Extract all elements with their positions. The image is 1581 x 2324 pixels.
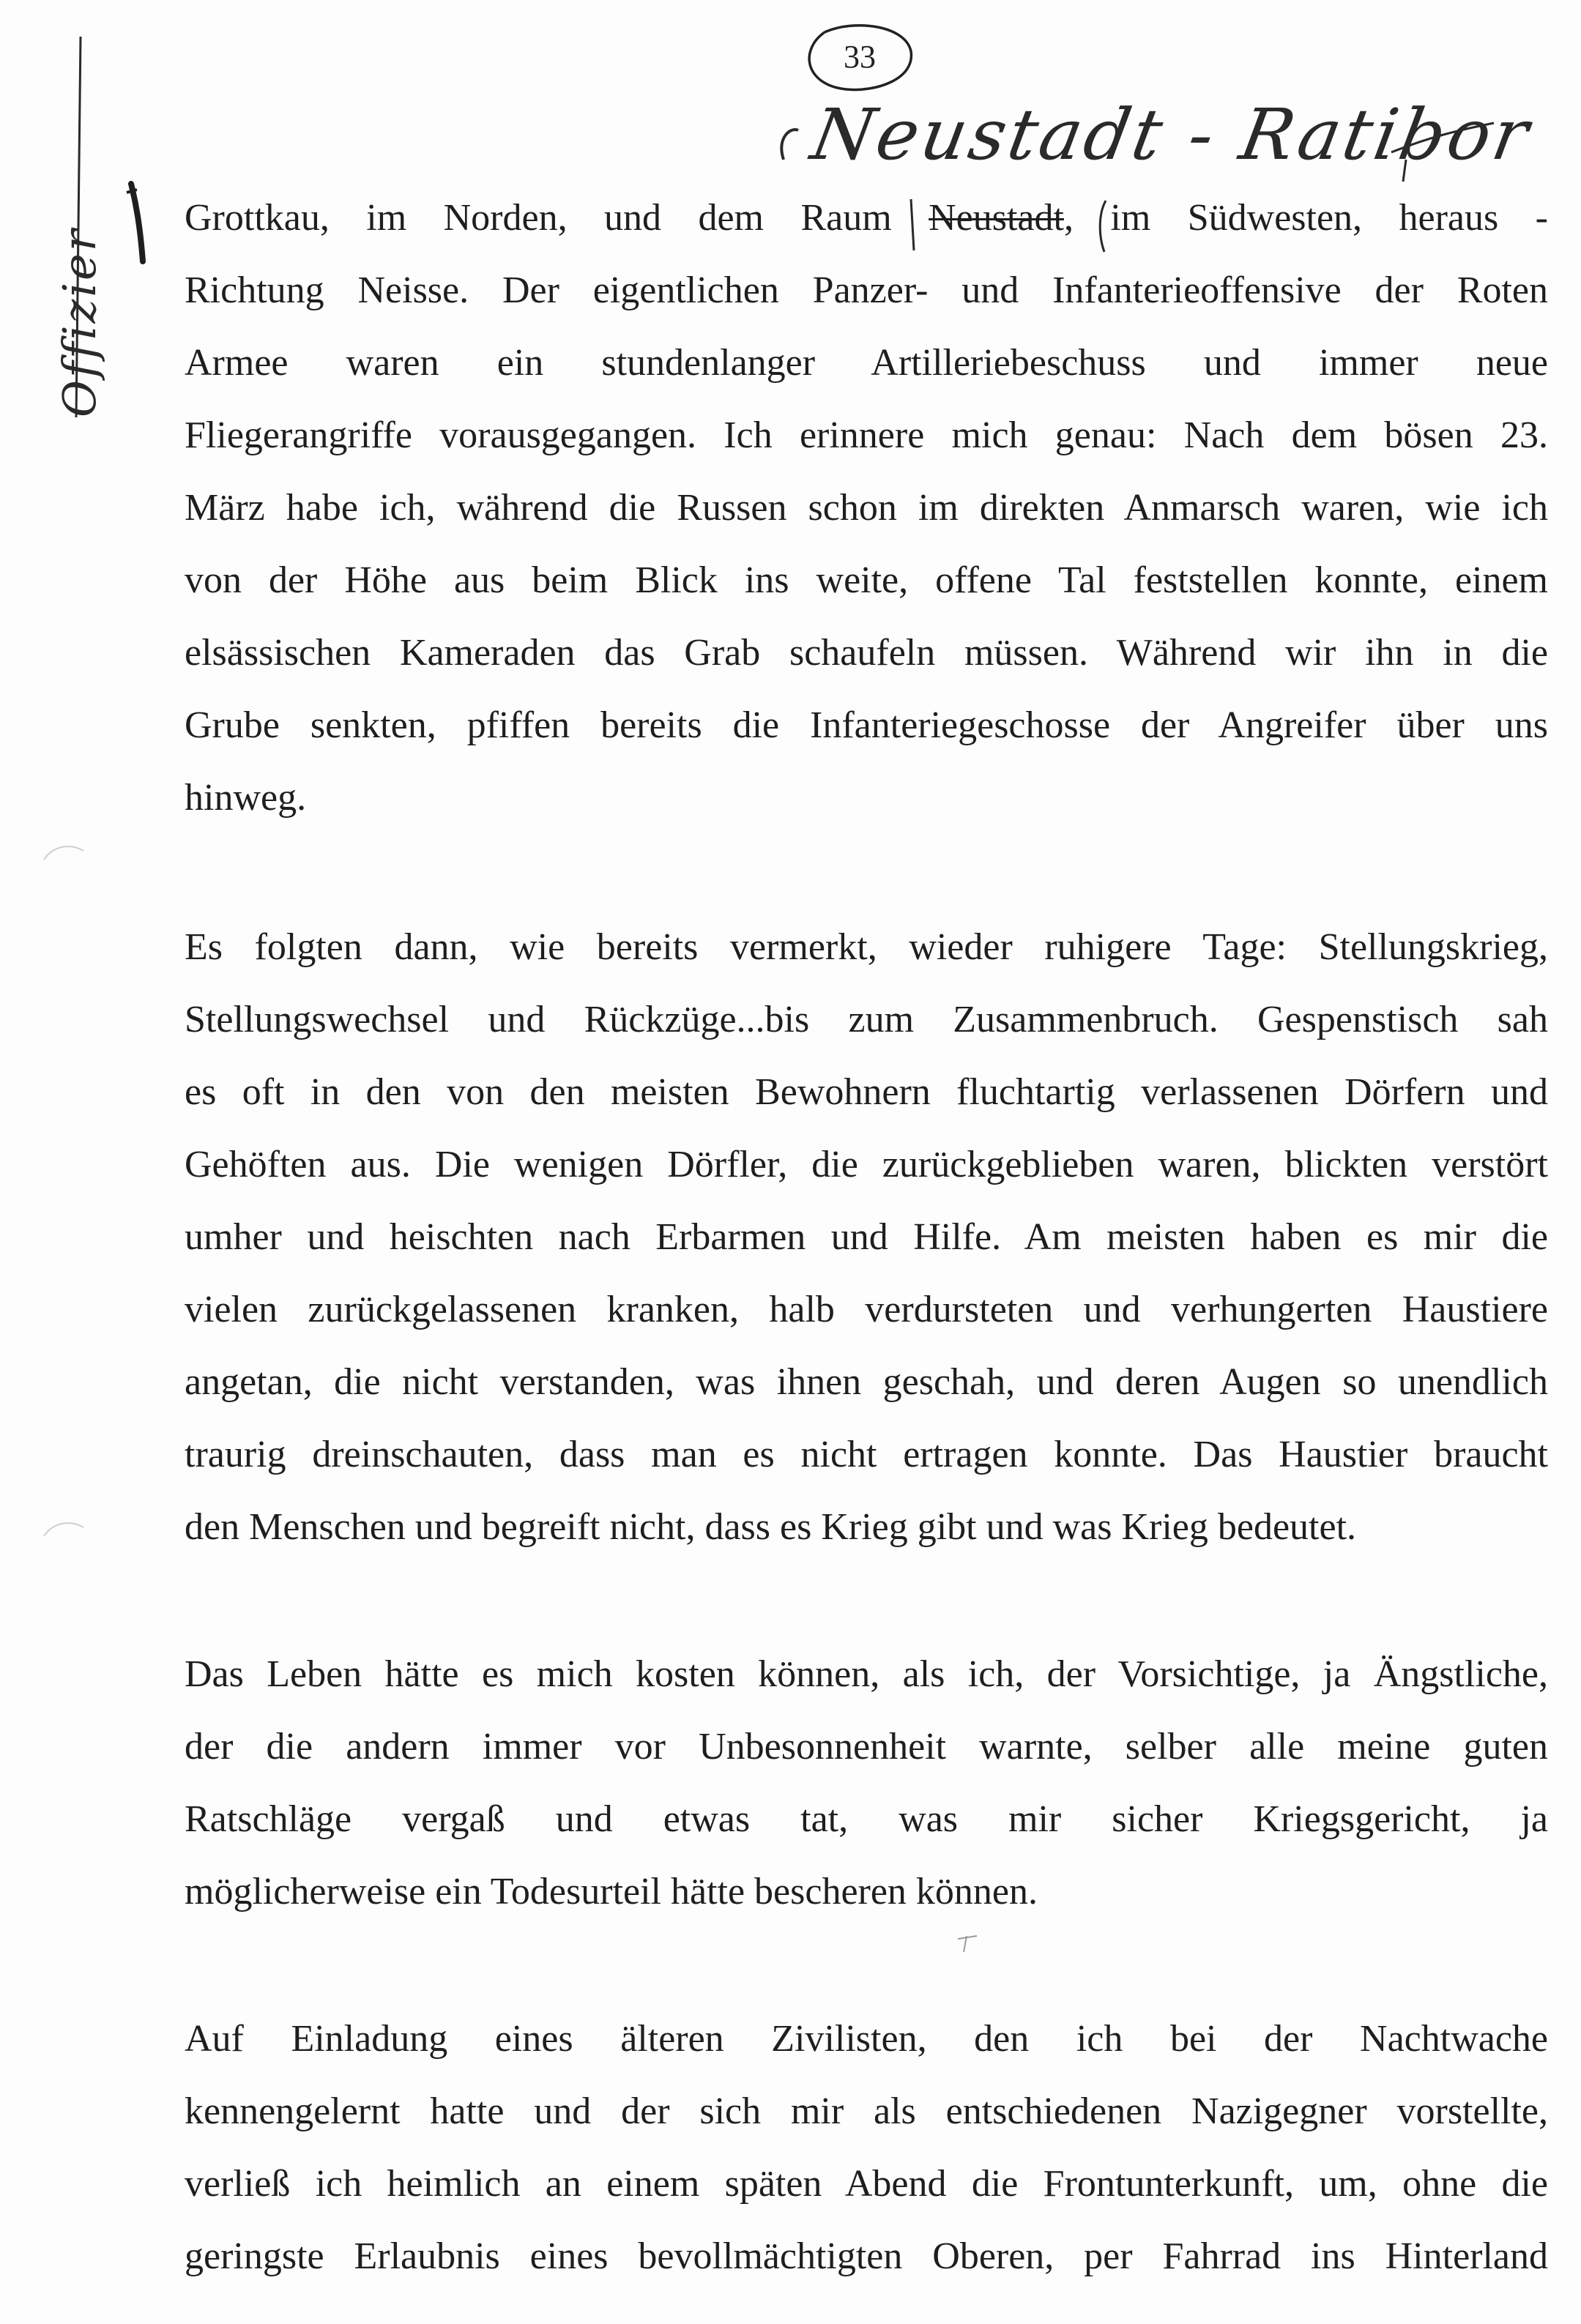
text-line	[185, 182, 1548, 254]
text-line: Fliegerangriffe vorausgegangen. Ich erinnere mich genau: Nach dem bösen 23.	[185, 414, 1548, 456]
paragraph-2	[185, 911, 1548, 1563]
scan-artifact	[42, 841, 86, 863]
text-line: Ratschläge vergaß und etwas tat, was mir sicher Kriegsgericht, ja	[185, 1798, 1548, 1840]
text-line: elsässischen Kameraden das Grab schaufeln müssen. Während wir ihn in die	[185, 632, 1548, 674]
text-line: es oft in den von den meisten Bewohnern fluchtartig verlassenen Dörfern und	[185, 1071, 1548, 1113]
handwritten-text: Neustadt - Ratibor	[806, 94, 1538, 176]
text-line: Gehöften aus. Die wenigen Dörfler, die zurückgeblieben waren, blickten verstört	[185, 1144, 1548, 1185]
text-line: März habe ich, während die Russen schon im direkten Anmarsch waren, wie ich	[185, 487, 1548, 529]
text-fragment: , im Südwesten, heraus -	[1063, 197, 1548, 239]
text-line: vielen zurückgelassenen kranken, halb verdursteten und verhungerten Haustiere	[185, 1289, 1548, 1330]
text-line: von der Höhe aus beim Blick ins weite, offene Tal feststellen konnte, einem	[185, 559, 1548, 601]
text-line: Armee waren ein stundenlanger Artilleriebeschuss und immer neue	[185, 342, 1548, 384]
margin-annotation-text: Offizier	[53, 227, 106, 417]
paragraph-3	[185, 1638, 1548, 1928]
text-line: Es folgten dann, wie bereits vermerkt, wieder ruhigere Tage: Stellungskrieg,	[185, 926, 1548, 968]
text-line: hinweg.	[185, 777, 307, 819]
struck-word: Neustadt	[929, 197, 1064, 239]
margin-annotation	[16, 22, 106, 432]
text-line: Grube senkten, pfiffen bereits die Infanteriegeschosse der Angreifer über uns	[185, 704, 1548, 746]
page-number: 33	[844, 39, 876, 75]
paragraph-4	[185, 2003, 1548, 2293]
margin-mark-icon	[121, 179, 157, 267]
text-line: verließ ich heimlich an einem späten Abend die Frontunterkunft, um, ohne die	[185, 2163, 1548, 2205]
text-fragment: Grottkau, im Norden, und dem Raum	[185, 197, 929, 239]
text-line: traurig dreinschauten, dass man es nicht ertragen konnte. Das Haustier braucht	[185, 1434, 1548, 1475]
text-line: Auf Einladung eines älteren Zivilisten, den ich bei der Nachtwache	[185, 2018, 1548, 2060]
text-line: Das Leben hätte es mich kosten können, als ich, der Vorsichtige, ja Ängstliche,	[185, 1653, 1548, 1695]
text-line: Richtung Neisse. Der eigentlichen Panzer- und Infanterieoffensive der Roten	[185, 269, 1548, 311]
handwritten-insertion	[769, 86, 1538, 196]
text-line: kennengelernt hatte und der sich mir als entschiedenen Nazigegner vorstellte,	[185, 2090, 1548, 2132]
scan-artifact	[945, 1933, 989, 1955]
paragraph-1	[185, 182, 1548, 834]
text-line: den Menschen und begreift nicht, dass es Krieg gibt und was Krieg bedeutet.	[185, 1506, 1357, 1548]
text-line: angetan, die nicht verstanden, was ihnen geschah, und deren Augen so unendlich	[185, 1361, 1548, 1403]
text-line: umher und heischten nach Erbarmen und Hilfe. Am meisten haben es mir die	[185, 1216, 1548, 1258]
text-line: der die andern immer vor Unbesonnenheit warnte, selber alle meine guten	[185, 1726, 1548, 1768]
scan-artifact	[42, 1517, 86, 1539]
text-line: Stellungswechsel und Rückzüge...bis zum Zusammenbruch. Gespenstisch sah	[185, 999, 1548, 1040]
text-line: geringste Erlaubnis eines bevollmächtigten Oberen, per Fahrrad ins Hinterland	[185, 2235, 1548, 2277]
text-line: möglicherweise ein Todesurteil hätte bescheren können.	[185, 1871, 1038, 1913]
margin-underline	[16, 22, 89, 432]
